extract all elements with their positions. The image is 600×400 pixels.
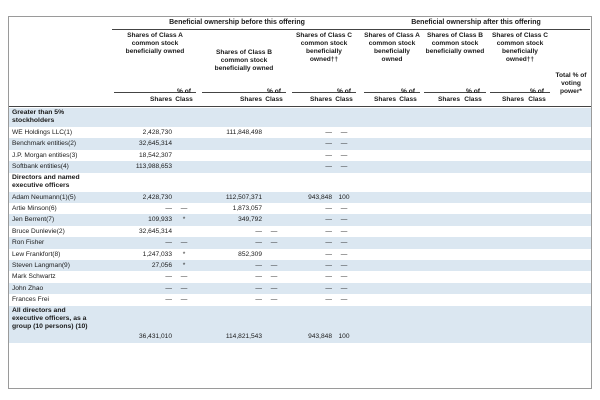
cell-a-shares: 32,645,314 — [138, 140, 172, 148]
cell-b-shares: 112,507,371 — [225, 193, 262, 201]
col-header-class-a-after: Shares of Class A common stock beneficially owned — [364, 32, 420, 63]
cell-b-shares: — — [255, 262, 262, 269]
sub-header-pct-class: % of Class — [528, 88, 546, 103]
cell-b-pct: — — [270, 296, 278, 304]
cell-c-pct: — — [340, 250, 348, 258]
cell-c-pct: — — [340, 151, 348, 159]
cell-a-pct: — — [180, 296, 188, 304]
cell-c-shares: — — [325, 284, 332, 292]
group-rule-after — [362, 29, 590, 30]
cell-b-shares: 114,821,543 — [225, 332, 262, 340]
cell-a-shares: 113,988,653 — [135, 163, 172, 171]
cell-c-shares: — — [325, 205, 332, 212]
row-label: Mark Schwartz — [12, 273, 56, 281]
col-header-class-b-before: Shares of Class B common stock beneficially owned — [214, 49, 274, 72]
cell-c-shares: 943,848 — [308, 332, 332, 340]
cell-c-shares: — — [325, 140, 332, 148]
row-label: Softbank entities(4) — [12, 163, 69, 171]
cell-c-shares: — — [325, 273, 332, 281]
cell-a-shares: 1,247,033 — [142, 250, 172, 258]
cell-c-shares: — — [325, 296, 332, 304]
group-rule-before — [112, 29, 362, 30]
cell-b-shares: — — [255, 227, 262, 235]
row-label: WE Holdings LLC(1) — [12, 129, 73, 136]
row-label: John Zhao — [12, 284, 44, 292]
sub-header-shares: Shares — [310, 96, 332, 103]
section-heading: Greater than 5% stockholders — [12, 109, 65, 124]
row-label: Jen Berrent(7) — [12, 216, 55, 224]
cell-c-shares: — — [325, 227, 332, 235]
sub-header-shares: Shares — [240, 96, 262, 103]
cell-c-pct: — — [340, 216, 348, 224]
cell-b-pct: — — [270, 262, 278, 269]
col-header-total-voting: Total % of voting power* — [555, 72, 587, 95]
col-header-class-b-after: Shares of Class B common stock beneficially owned — [425, 32, 485, 55]
sub-header-pct-class: % of Class — [265, 88, 283, 103]
cell-c-shares: — — [325, 163, 332, 171]
cell-a-shares: — — [165, 239, 172, 247]
cell-a-pct: — — [180, 273, 188, 281]
cell-b-shares: 1,873,057 — [232, 205, 262, 212]
cell-a-pct: — — [180, 239, 188, 247]
cell-c-pct: — — [340, 129, 348, 136]
row-label: Bruce Dunlevie(2) — [12, 227, 65, 235]
cell-b-pct: — — [270, 273, 278, 281]
row-label: Lew Frankfort(8) — [12, 250, 61, 258]
cell-b-shares: — — [255, 239, 262, 247]
row-label: J.P. Morgan entities(3) — [12, 151, 78, 159]
cell-a-shares: — — [165, 284, 172, 292]
cell-c-pct: — — [340, 273, 348, 281]
row-label: Adam Neumann(1)(5) — [12, 193, 76, 201]
cell-c-pct: — — [340, 262, 348, 269]
cell-b-pct: — — [270, 239, 278, 247]
cell-a-shares: 32,645,314 — [138, 227, 172, 235]
cell-a-shares: — — [165, 273, 172, 281]
sub-header-pct-class: % of Class — [399, 88, 417, 103]
cell-a-pct: * — [182, 262, 186, 269]
col-header-class-c-before: Shares of Class C common stock beneficially owned†† — [295, 32, 353, 63]
sub-header-pct-class: % of Class — [175, 88, 193, 103]
group-header-before: Beneficial ownership before this offering — [169, 19, 305, 26]
cell-c-pct: — — [340, 239, 348, 247]
cell-c-shares: — — [325, 129, 332, 136]
cell-b-shares: 349,792 — [238, 216, 262, 224]
cell-c-pct: 100 — [338, 332, 350, 340]
cell-a-shares: 2,428,730 — [142, 193, 172, 201]
cell-c-shares: — — [325, 250, 332, 258]
row-label: Ron Fisher — [12, 239, 45, 247]
cell-a-shares: 2,428,730 — [142, 129, 172, 136]
col-header-class-a-before: Shares of Class A common stock beneficially owned — [125, 32, 185, 55]
cell-a-shares: — — [165, 296, 172, 304]
cell-c-shares: — — [325, 151, 332, 159]
row-band — [9, 108, 591, 127]
group-header-after: Beneficial ownership after this offering — [411, 19, 541, 26]
row-label: Artie Minson(6) — [12, 205, 57, 212]
cell-a-shares: 27,056 — [151, 262, 172, 269]
cell-c-pct: — — [340, 205, 348, 212]
sub-header-shares: Shares — [502, 96, 524, 103]
cell-a-pct: — — [180, 284, 188, 292]
cell-b-shares: — — [255, 296, 262, 304]
col-header-class-c-after: Shares of Class C common stock beneficially owned†† — [491, 32, 549, 63]
row-label: Steven Langman(9) — [12, 262, 70, 269]
cell-b-shares: — — [255, 273, 262, 281]
cell-c-pct: — — [340, 163, 348, 171]
header-bottom-rule — [9, 106, 591, 107]
cell-c-pct: — — [340, 284, 348, 292]
cell-c-pct: — — [340, 296, 348, 304]
cell-c-shares: 943,848 — [308, 193, 332, 201]
cell-c-pct: 100 — [338, 193, 350, 201]
cell-a-pct: * — [182, 250, 186, 258]
cell-a-shares: 109,933 — [148, 216, 172, 224]
cell-b-shares: 852,309 — [238, 250, 262, 258]
cell-a-pct: * — [182, 216, 186, 224]
cell-b-shares: — — [255, 284, 262, 292]
cell-a-pct: — — [180, 205, 188, 212]
cell-c-pct: — — [340, 227, 348, 235]
cell-b-pct: — — [270, 284, 278, 292]
cell-a-shares: 18,542,307 — [138, 151, 172, 159]
cell-c-pct: — — [340, 140, 348, 148]
cell-b-pct: — — [270, 227, 278, 235]
cell-a-shares: — — [165, 205, 172, 212]
cell-a-shares: 36,431,010 — [138, 332, 172, 340]
cell-c-shares: — — [325, 216, 332, 224]
sub-header-shares: Shares — [438, 96, 460, 103]
cell-b-shares: 111,848,498 — [226, 129, 262, 136]
sub-header-shares: Shares — [150, 96, 172, 103]
cell-c-shares: — — [325, 239, 332, 247]
sub-header-pct-class: % of Class — [335, 88, 353, 103]
cell-c-shares: — — [325, 262, 332, 269]
sub-header-pct-class: % of Class — [464, 88, 482, 103]
row-label: Frances Frei — [12, 296, 50, 304]
sub-header-shares: Shares — [374, 96, 396, 103]
row-label: Benchmark entities(2) — [12, 140, 77, 148]
total-row-label: All directors and executive officers, as a group (10 persons) (10) — [12, 306, 88, 330]
section-heading: Directors and named executive officers — [12, 173, 80, 189]
